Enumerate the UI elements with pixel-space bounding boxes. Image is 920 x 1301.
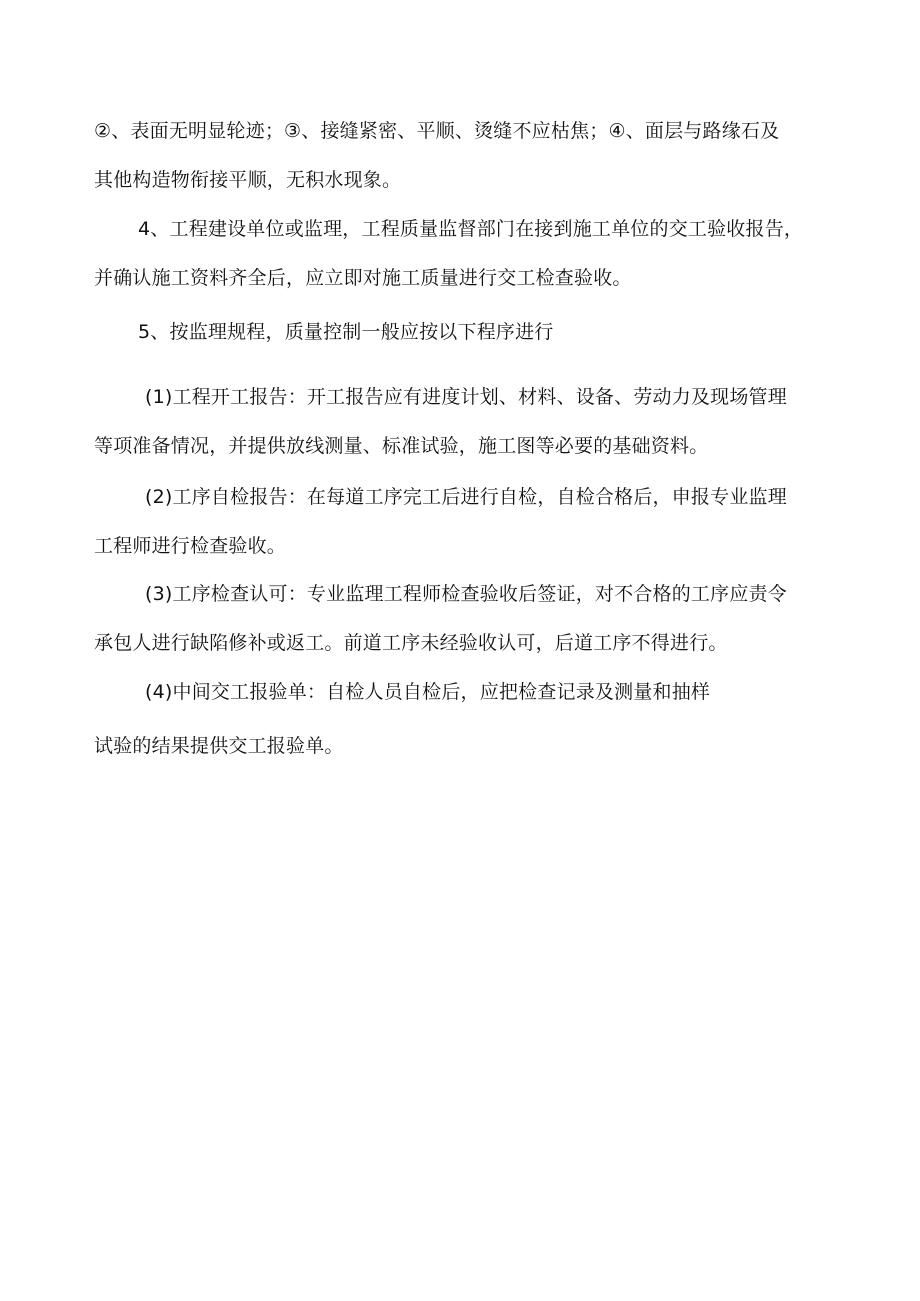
text-line: 试验的结果提供交工报验单。 xyxy=(94,735,344,757)
text-line: 其他构造物衔接平顺，无积水现象。 xyxy=(94,169,402,191)
text-line: 工程师进行检查验收。 xyxy=(94,535,287,557)
text-line: 5、按监理规程，质量控制一般应按以下程序进行 xyxy=(138,321,554,343)
text-line: (1)工程开工报告：开工报告应有进度计划、材料、设备、劳动力及现场管理 xyxy=(145,386,787,408)
text-line: 承包人进行缺陷修补或返工。前道工序未经验收认可，后道工序不得进行。 xyxy=(94,632,728,654)
text-line: 等项准备情况，并提供放线测量、标准试验，施工图等必要的基础资料。 xyxy=(94,435,709,457)
text-line: (4)中间交工报验单：自检人员自检后，应把检查记录及测量和抽样 xyxy=(145,681,711,703)
text-line: (3)工序检查认可：专业监理工程师检查验收后签证，对不合格的工序应责令 xyxy=(145,583,787,605)
text-line: 并确认施工资料齐全后，应立即对施工质量进行交工检查验收。 xyxy=(94,267,632,289)
text-line: (2)工序自检报告：在每道工序完工后进行自检，自检合格后，申报专业监理 xyxy=(145,486,787,508)
text-line: 4、工程建设单位或监理，工程质量监督部门在接到施工单位的交工验收报告， xyxy=(138,218,804,240)
text-line: ②、表面无明显轮迹；③、接缝紧密、平顺、烫缝不应枯焦；④、面层与路缘石及 xyxy=(94,120,780,142)
